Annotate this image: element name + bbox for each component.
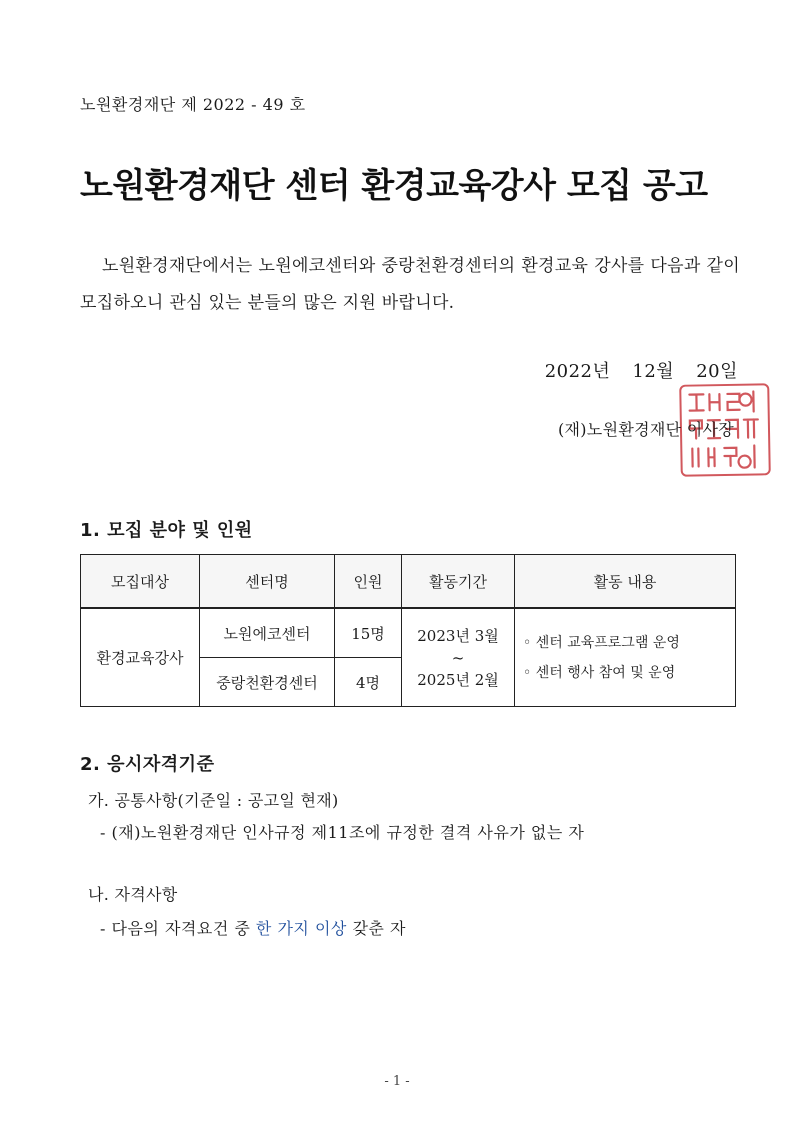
issuer-name: (재)노원환경재단 이사장 — [557, 420, 734, 439]
table-header-row — [81, 555, 736, 609]
intro-paragraph: 노원환경재단에서는 노원에코센터와 중랑천환경센터의 환경교육 강사를 다음과 같이 모집하오니 관심 있는 분들의 많은 지원 바랍니다. — [80, 256, 740, 313]
column-header: 인원 — [335, 555, 402, 609]
period-start: 2023년 3월 — [417, 626, 499, 645]
section-heading-recruitment: 1. 모집 분야 및 인원 — [80, 520, 253, 541]
subsection-qualifications: 나. 자격사항 — [88, 885, 178, 904]
center-name-cell: 중랑천환경센터 — [200, 658, 335, 707]
column-header: 활동기간 — [402, 555, 515, 609]
column-header: 모집대상 — [81, 555, 200, 609]
activity-item: ◦ 센터 행사 참여 및 운영 — [523, 664, 676, 681]
subsection-common-requirements: 가. 공통사항(기준일 : 공고일 현재) — [88, 791, 339, 810]
period-end: 2025년 2월 — [417, 670, 499, 689]
activity-content-cell — [515, 608, 736, 707]
headcount-cell: 15명 — [335, 608, 402, 658]
headcount-cell: 4명 — [335, 658, 402, 707]
category-cell: 환경교육강사 — [81, 608, 200, 707]
center-name-cell: 노원에코센터 — [200, 608, 335, 658]
date-month: 12월 — [632, 361, 675, 382]
date-year: 2022년 — [544, 361, 611, 382]
page-title: 노원환경재단 센터 환경교육강사 모집 공고 — [80, 166, 708, 206]
section-heading-qualifications: 2. 응시자격기준 — [80, 754, 215, 775]
activity-item: ◦ 센터 교육프로그램 운영 — [523, 634, 680, 651]
activity-period-cell — [402, 608, 515, 707]
announcement-date — [545, 357, 738, 383]
requirement-prefix: - 다음의 자격요건 중 — [100, 919, 256, 938]
page-number: - 1 - — [384, 1074, 410, 1089]
table-row — [81, 608, 736, 658]
date-day: 20일 — [696, 361, 738, 382]
requirement-suffix: 갖춘 자 — [346, 919, 406, 938]
period-separator: ~ — [451, 648, 465, 667]
document-number: 노원환경재단 제 2022 - 49 호 — [80, 95, 306, 114]
requirement-item: - (재)노원환경재단 인사규정 제11조에 규정한 결격 사유가 없는 자 — [100, 823, 585, 842]
column-header: 활동 내용 — [515, 555, 736, 609]
column-header: 센터명 — [200, 555, 335, 609]
requirement-highlight: 한 가지 이상 — [255, 919, 347, 938]
recruitment-table — [80, 554, 736, 707]
requirement-item — [100, 916, 406, 939]
